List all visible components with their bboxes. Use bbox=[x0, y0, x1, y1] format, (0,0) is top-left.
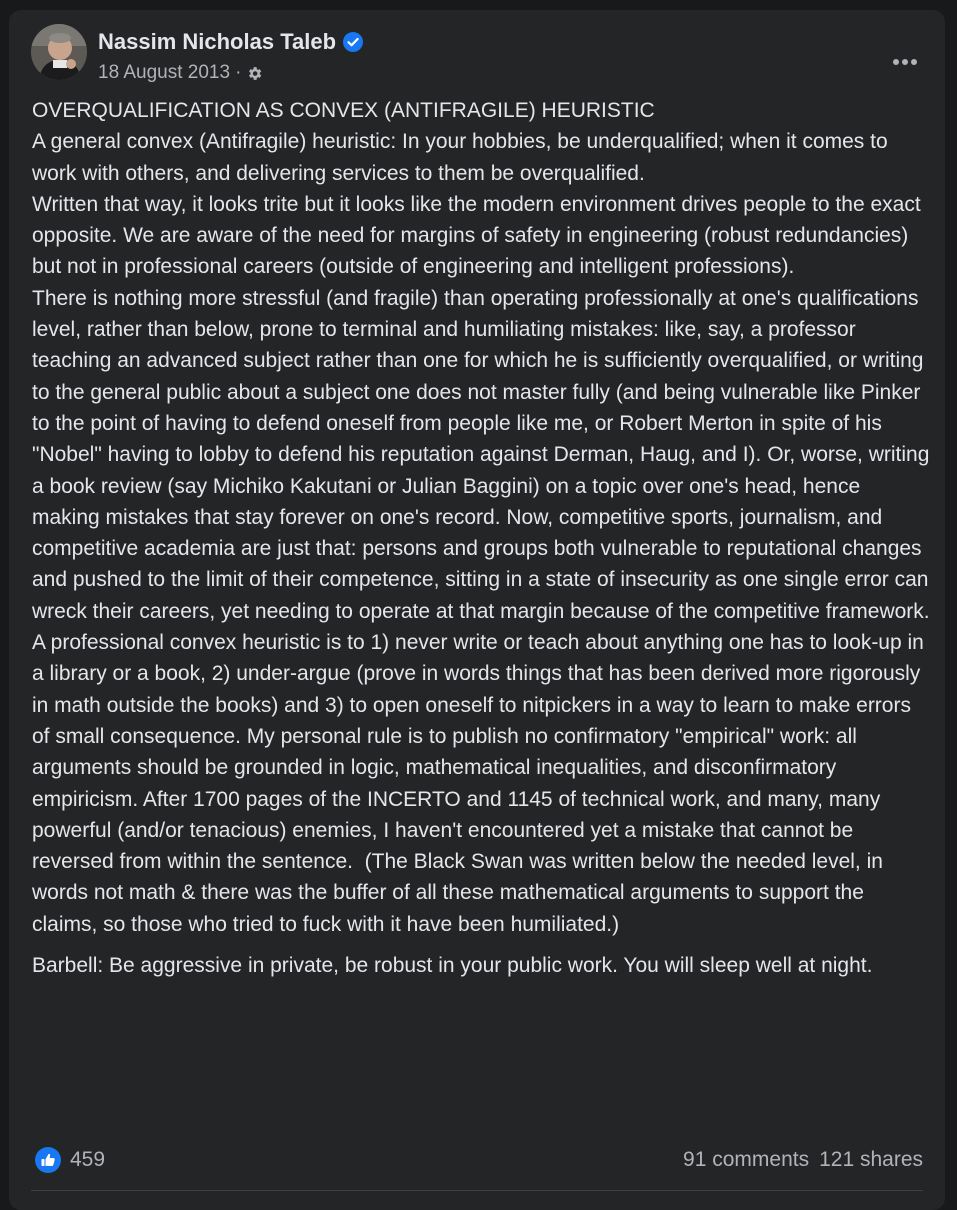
gear-icon[interactable] bbox=[246, 65, 263, 82]
avatar-image bbox=[31, 24, 87, 80]
shares-count[interactable]: 121 shares bbox=[819, 1148, 923, 1171]
reactions-summary[interactable] bbox=[35, 1147, 105, 1173]
engagement-counts bbox=[683, 1148, 923, 1172]
post-meta bbox=[98, 62, 263, 84]
verified-badge-icon bbox=[343, 32, 363, 52]
post-text bbox=[32, 95, 932, 981]
comments-count[interactable]: 91 comments bbox=[683, 1148, 810, 1171]
author-name-row bbox=[98, 29, 363, 55]
post-header bbox=[31, 24, 925, 84]
meta-separator: · bbox=[235, 62, 242, 83]
post-paragraph: OVERQUALIFICATION AS CONVEX (ANTIFRAGILE) HEURISTIC A general convex (Antifragile) heuristic: In your hobbies, be underqualified; when it comes to work with others, and delivering services to them be overqualified. Written that way, it looks trite but it looks like the modern environment drives people to the exact opposite. We are aware of the need for margins of safety in engineering (robust redundancies) but not in professional careers (outside of engineering and intelligent professions). There is nothing more stressful (and fragile) than operating professionally at one's qualifications level, rather than below, prone to terminal and humiliating mistakes: like, say, a professor teaching an advanced subject rather than one for which he is sufficiently overqualified, or writing to the general public about a subject one does not master fully (and being vulnerable like Pinker to the point of having to defend oneself from people like me, or Robert Merton in spite of his "Nobel" having to lobby to defend his reputation against Derman, Haug, and I). Or, worse, writing a book review (say Michiko Kakutani or Julian Baggini) on a topic over one's head, hence making mistakes that stay forever on one's record. Now, competitive sports, journalism, and competitive academia are just that: persons and groups both vulnerable to reputational changes and pushed to the limit of their competence, sitting in a state of insecurity as one single error can wreck their careers, yet needing to operate at that margin because of the competitive framework. A professional convex heuristic is to 1) never write or teach about anything one has to look-up in a library or a book, 2) under-argue (prove in words things that has been derived more rigorously in math outside the books) and 3) to open oneself to nitpickers in a way to learn to make errors of small consequence. My personal rule is to publish no confirmatory "empirical" work: all arguments should be grounded in logic, mathematical inequalities, and disconfirmatory empiricism. After 1700 pages of the INCERTO and 1145 of technical work, and many, many powerful (and/or tenacious) enemies, I haven't encountered yet a mistake that cannot be reversed from within the sentence. (The Black Swan was written below the needed level, in words not math & there was the buffer of all these mathematical arguments to support the claims, so those who tried to fuck with it have been humiliated.) bbox=[32, 99, 930, 936]
post-card bbox=[9, 10, 945, 1210]
more-options-icon bbox=[892, 58, 918, 66]
more-options-button[interactable] bbox=[885, 42, 925, 82]
post-date[interactable]: 18 August 2013 bbox=[98, 62, 231, 83]
post-footer bbox=[35, 1144, 923, 1176]
post-paragraph-closing: Barbell: Be aggressive in private, be robust in your public work. You will sleep well at night. bbox=[32, 954, 873, 978]
reaction-count: 459 bbox=[70, 1148, 106, 1171]
like-icon bbox=[35, 1147, 61, 1173]
footer-divider bbox=[31, 1190, 923, 1191]
author-name[interactable]: Nassim Nicholas Taleb bbox=[98, 29, 337, 54]
avatar[interactable] bbox=[31, 24, 87, 80]
